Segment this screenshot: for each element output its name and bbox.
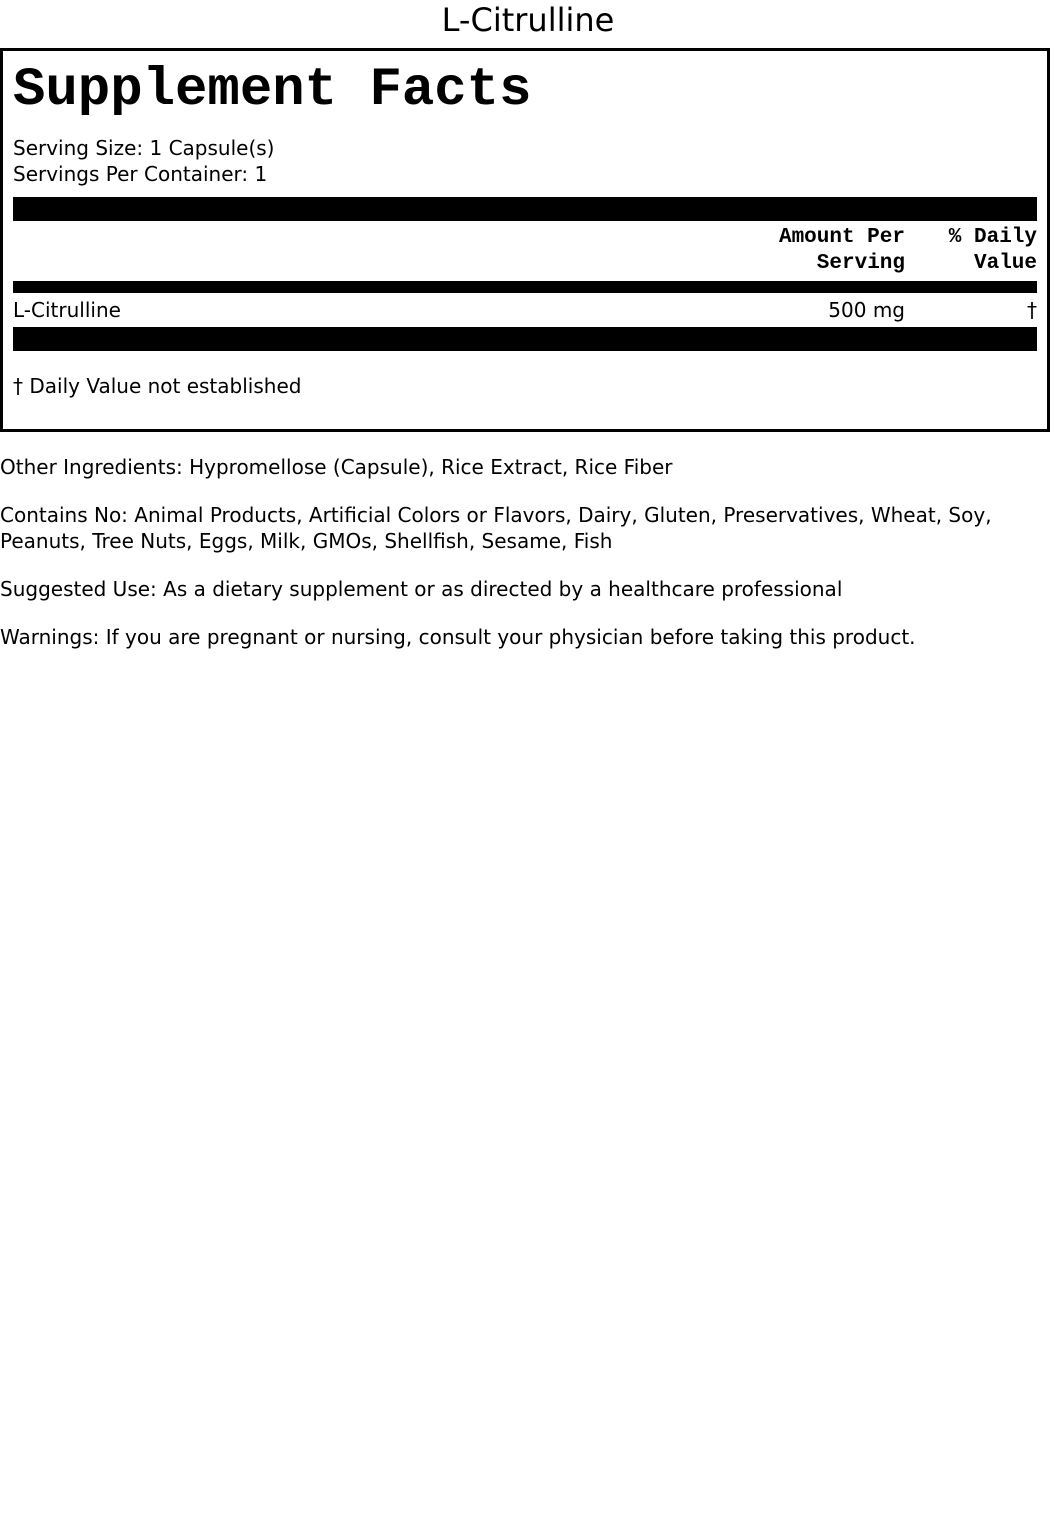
nutrient-row [13, 297, 1037, 323]
dv-header: % Daily [948, 226, 1037, 249]
divider [13, 327, 1037, 351]
warnings: Warnings: If you are pregnant or nursing, consult your physician before taking this product. [0, 625, 916, 649]
servings-per-container: Servings Per Container: 1 [13, 162, 268, 186]
divider [13, 281, 1037, 293]
footnote: † Daily Value not established [13, 374, 302, 398]
amount-header-2: Serving [816, 252, 905, 275]
nutrient-name: L-Citrulline [13, 298, 121, 322]
amount-header: Amount Per [778, 226, 905, 249]
contains-no: Contains No: Animal Products, Artificial Colors or Flavors, Dairy, Gluten, Preservatives, Wheat, Soy, Peanuts, Tree Nuts, Eggs, Milk, GMOs, Shellfish, Sesame, Fish [0, 503, 992, 553]
serving-size: Serving Size: 1 Capsule(s) [13, 136, 275, 160]
product-title: L-Citrulline [441, 1, 615, 39]
divider [13, 197, 1037, 221]
nutrient-amount: 500 mg [828, 298, 905, 322]
nutrient-dv: † [1027, 298, 1037, 322]
other-ingredients: Other Ingredients: Hypromellose (Capsule), Rice Extract, Rice Fiber [0, 455, 673, 479]
supplement-facts-panel [0, 48, 1050, 432]
dv-header-2: Value [973, 252, 1037, 275]
facts-heading: Supplement Facts [13, 60, 532, 121]
suggested-use: Suggested Use: As a dietary supplement or as directed by a healthcare professional [0, 577, 843, 601]
column-headers [13, 225, 1037, 277]
